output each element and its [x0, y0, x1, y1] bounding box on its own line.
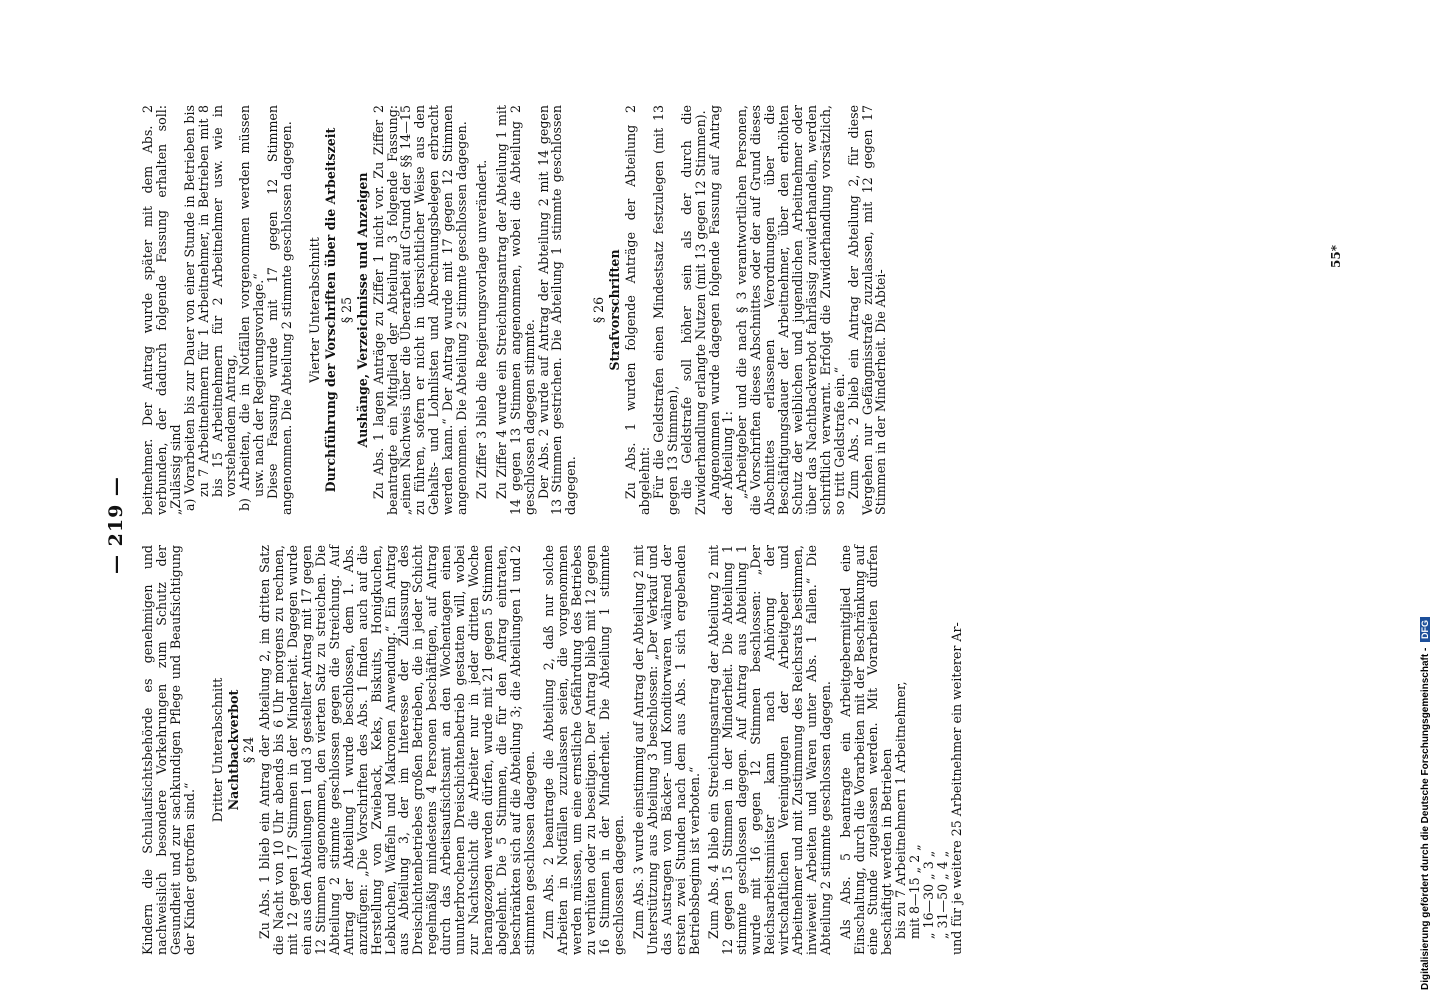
section-heading: § 25: [338, 296, 354, 324]
paragraph: Zum Abs. 2 beantragte die Abteilung 2, daß nur solche Arbeiten in Notfällen zuzulassen seien, die vorgenommen werden müssen, um eine ernstliche Gefährdung des Betriebes zu verhüten oder zu beseitigen. Der Antrag blieb mit 12 gegen 16 Stimmen in der Minderheit. Die Abteilung 1 stimmte geschlossen dagegen.: [541, 545, 626, 955]
left-text-column: [141, 545, 964, 955]
paragraph: Der Abs. 2 wurde auf Antrag der Abteilung 2 mit 14 gegen 13 Stimmen gestrichen. Die Abteilung 1 stimmte geschlossen dagegen.: [535, 105, 579, 515]
paragraph: die Geldstrafe soll höher sein als der durch die Zuwiderhandlung erlangte Nutzen (mit 13 gegen 12 Stimmen).: [678, 105, 708, 515]
rotated-text-block: [105, 95, 1343, 955]
digitization-note: [1420, 0, 1434, 990]
section-heading: Vierter Unterabschnitt: [306, 237, 322, 383]
list-item: a) Vorarbeiten bis zur Dauer von einer Stunde in Betrieben bis zu 7 Arbeitnehmern für 1 Arbeitnehmer, in Betrieben mit 8 bis 15 Arbeitnehmern für 2 Arbeitnehmer usw. wie in vorstehendem Antrag,: [181, 105, 239, 511]
spacer: [578, 105, 590, 515]
section-title: Strafvorschriften: [607, 249, 623, 371]
paragraph: Als Abs. 5 beantragte ein Arbeitgebermitglied eine Einschaltung, durch die Vorarbeiten mit der Beschränkung auf eine Stunde zugelassen werden. Mit Vorarbeiten dürfen beschäftigt werden in Betrieben: [837, 545, 895, 955]
paragraph: Diese Fassung wurde mit 17 gegen 12 Stimmen angenommen. Die Abteilung 2 stimmte geschlossen dagegen.: [265, 105, 295, 515]
paragraph: Zum Abs. 4 blieb ein Streichungsantrag der Abteilung 2 mit 12 gegen 15 Stimmen in der Minderheit. Die Abteilung 1 stimmte geschlossen dagegen. Auf Antrag aus Abteilung 1 wurde mit 16 gegen 12 Stimmen beschlossen: „Der Reichsarbeitsminister kann nach Anhörung der wirtschaftlichen Vereinigungen der Arbeitgeber und Arbeitnehmer und mit Zustimmung des Reichsrats bestimmen, inwieweit Arbeiten und Waren unter Abs. 1 fallen.“ Die Abteilung 2 stimmte geschlossen dagegen.: [706, 545, 833, 955]
paragraph: Zu Ziffer 3 blieb die Regierungsvorlage unverändert.: [473, 159, 489, 499]
paragraph: Zu Abs. 1 blieb ein Antrag der Abteilung 2, im dritten Satz die Nacht von 10 Uhr abends bis 6 Uhr morgens zu rechnen, mit 12 gegen 17 Stimmen in der Minderheit. Dagegen wurde ein aus den Abteilungen 1 und 3 gestellter Antrag mit 17 gegen 12 Stimmen angenommen, den vierten Satz zu streichen. Die Abteilung 2 stimmte geschlossen gegen die Streichung. Auf Antrag der Abteilung 1 wurde beschlossen, dem 1. Abs. anzufügen: „Die Vorschriften des Abs. 1 finden auch auf die Herstellung von Zwieback, Keks, Biskuits, Honigkuchen, Lebkuchen, Waffeln und Makronen Anwendung.“ Ein Antrag aus Abteilung 3, der im Interesse der Zulassung des Dreischichtenbetriebes großen Betrieben, die in jeder Schicht regelmäßig mindestens 4 Personen beschäftigen, auf Antrag durch das Arbeitsaufsichtsamt an den Wochentagen einen ununterbrochenen Dreischichtenbetrieb gestatten will, wobei zur Nachtschicht die Arbeiter nur in jeder dritten Woche herangezogen werden dürfen, wurde mit 21 gegen 5 Stimmen abgelehnt. Die 5 Stimmen, die für den Antrag eintraten, beschränkten sich auf die Abteilung 3; die Abteilungen 1 und 2 stimmten geschlossen dagegen.: [257, 545, 537, 955]
section-title: Nachtbackverbot: [225, 689, 241, 811]
section-title: Durchführung der Vorschriften über die Arbeitszeit: [322, 127, 338, 493]
spacer: [294, 105, 306, 515]
paragraph: Zum Abs. 2 blieb ein Antrag der Abteilung 2, für diese Vergehen nur Gefängnisstrafe zuzulassen, mit 12 gegen 17 Stimmen in der Minderheit. Die Abtei-: [845, 105, 889, 515]
dfg-logo: DFG: [1420, 617, 1430, 642]
paragraph: „Arbeitgeber und die nach § 3 verantwortlichen Personen, die Vorschriften dieses Abschnittes oder der auf Grund dieses Abschnittes erlassenen Verordnungen über die Beschäftigungsdauer der Arbeitnehmer, über den erhöhten Schutz der weiblichen und jugendlichen Arbeitnehmer oder über das Nachtbackverbot fahrlässig zuwiderhandeln, werden schriftlich verwarnt. Erfolgt die Zuwiderhandlung vorsätzlich, so tritt Geldstrafe ein.“: [734, 105, 847, 515]
section-heading: § 26: [591, 296, 607, 324]
section-title: Aushänge, Verzeichnisse und Anzeigen: [354, 172, 370, 448]
paragraph: Kindern die Schulaufsichtsbehörde es genehmigen und nachweislich besondere Vorkehrungen zum Schutz der Gesundheit und zur sachkundigen Pflege und Beaufsichtigung der Kinder getroffen sind.“: [140, 545, 197, 955]
paragraph: mit 8—15 „ 2 „: [907, 844, 923, 939]
list-item: b) Arbeiten, die in Notfällen vorgenommen werden müssen usw. nach der Regierungsvorlage.“: [237, 105, 267, 511]
section-heading: Dritter Unterabschnitt: [209, 677, 225, 823]
paragraph: Zu Abs. 1 wurden folgende Anträge der Abteilung 2 abgelehnt:: [623, 105, 652, 515]
paragraph: beitnehmer. Der Antrag wurde später mit dem Abs. 2 verbunden, der dadurch folgende Fassung erhalten soll: „Zulässig sind: [140, 105, 183, 515]
paragraph: bis zu 7 Arbeitnehmern 1 Arbeitnehmer,: [893, 681, 909, 939]
paragraph: Für die Geldstrafen einen Mindestsatz festzulegen (mit 13 gegen 13 Stimmen),: [650, 105, 680, 515]
paragraph: Zum Abs. 3 wurde einstimmig auf Antrag der Abteilung 2 mit Unterstützung aus Abteilung 3 beschlossen: „Der Verkauf und das Austragen von Bäcker- und Konditorwaren während der ersten zwei Stunden nach dem aus Abs. 1 sich ergebenden Betriebsbeginn ist verboten.“: [630, 545, 702, 955]
paragraph: Zu Ziffer 4 wurde ein Streichungsantrag der Abteilung 1 mit 14 gegen 13 Stimmen angenommen, wobei die Abteilung 2 geschlossen dagegen stimmte.: [493, 105, 537, 515]
paragraph: Zu Abs. 1 lagen Anträge zu Ziffer 1 nicht vor. Zu Ziffer 2 beantragte ein Mitglied der Abteilung 3 folgende Fassung: „einen Nachweis über die Überarbeit auf Grund der §§ 14—15 zu führen, sofern er nicht in übersichtlicher Weise aus den Gehalts- und Lohnlisten und Abrechnungsbelegen erbracht werden kann.“ Der Antrag wurde mit 17 gegen 12 Stimmen angenommen. Die Abteilung 2 stimmte geschlossen dagegen.: [370, 105, 470, 515]
page-footer: 55*: [1329, 245, 1343, 268]
page-header: — 219 —: [105, 476, 127, 574]
section-heading: § 24: [241, 736, 257, 764]
paragraph: und für je weitere 25 Arbeitnehmer ein weiterer Ar-: [948, 622, 964, 955]
paragraph: „ 16—30 „ 3 „: [921, 850, 937, 939]
paragraph: Angenommen wurde dagegen folgende Fassung auf Antrag der Abteilung 1:: [706, 105, 736, 515]
digitization-note-text: Digitalisierung gefördert durch die Deutsche Forschungsgemeinschaft -: [1420, 647, 1431, 990]
right-text-column: [141, 105, 888, 515]
spacer: [197, 545, 209, 955]
paragraph: „ 31—50 „ 4 „: [934, 850, 950, 939]
